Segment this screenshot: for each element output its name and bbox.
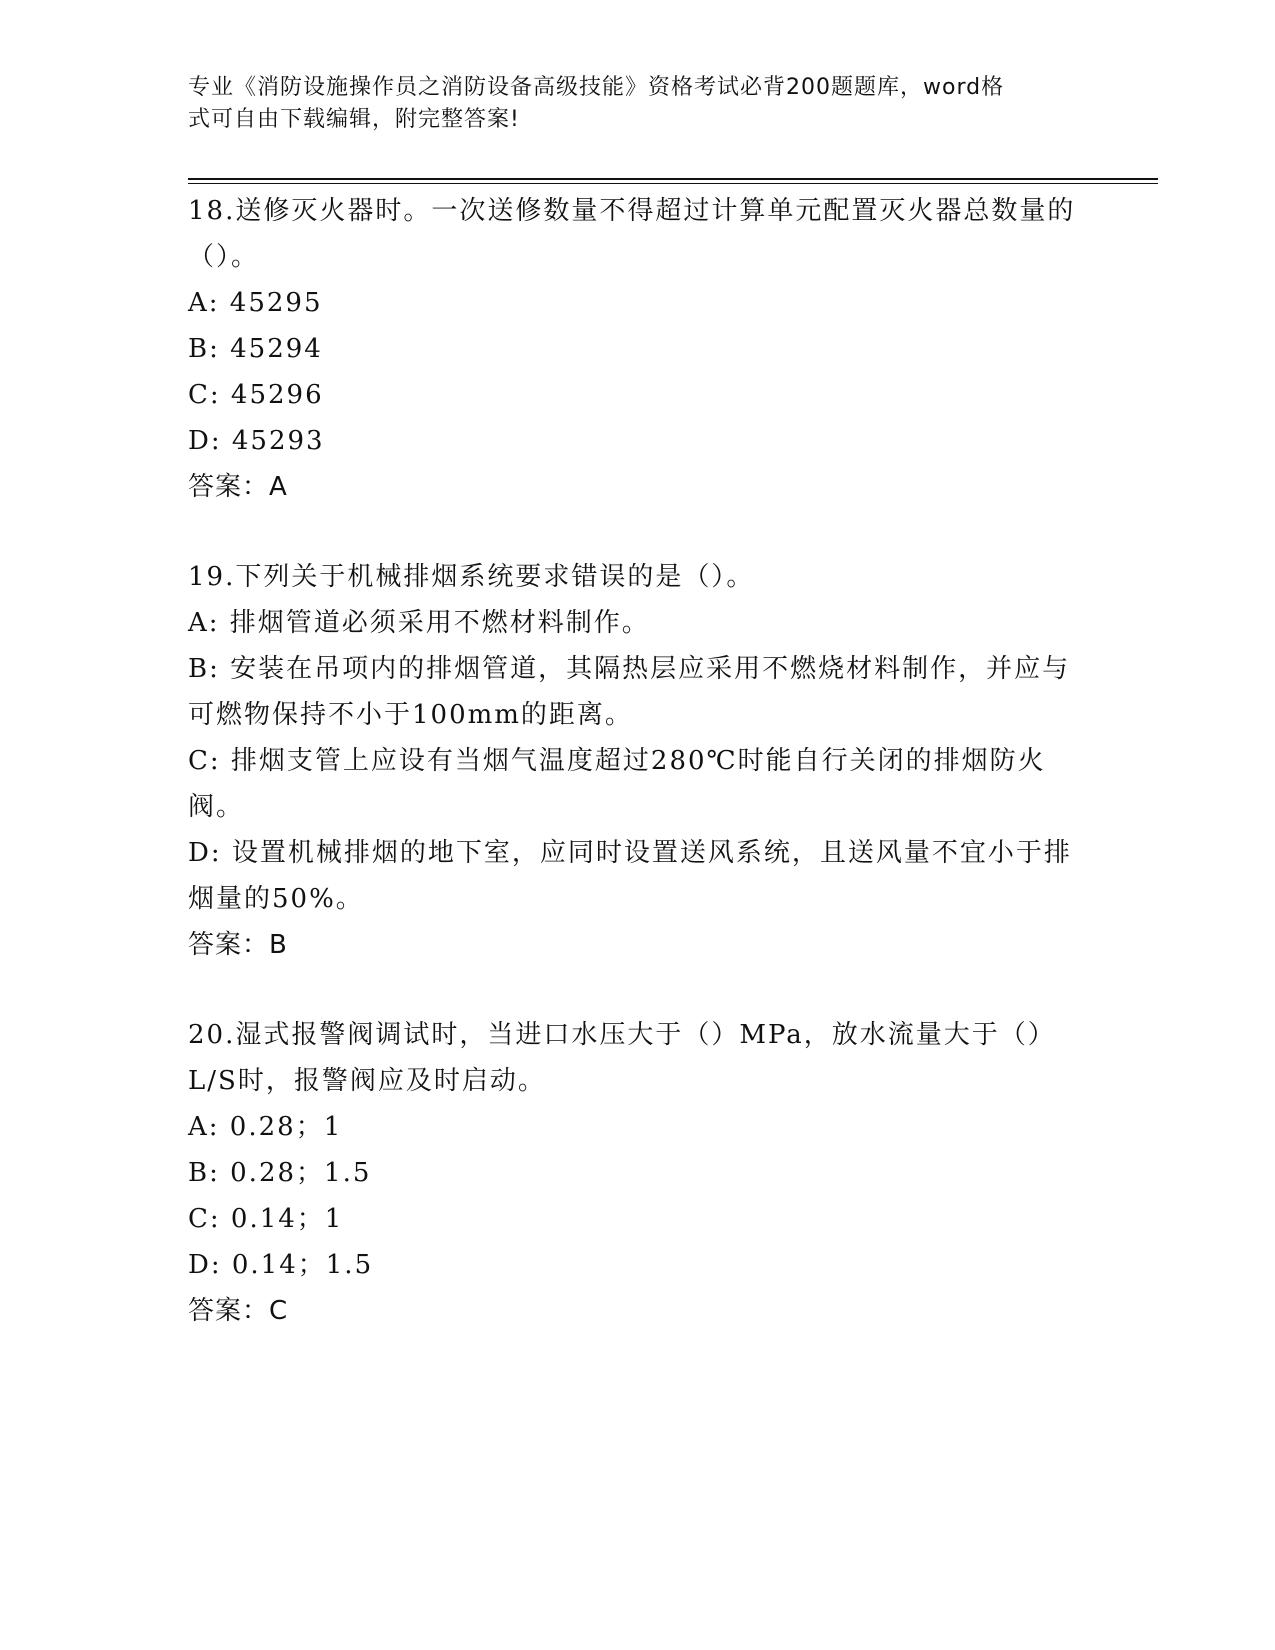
option-c: C: 0.14；1 xyxy=(188,1204,344,1234)
option-a: A: 0.28；1 xyxy=(188,1112,343,1142)
option-a: A: 45295 xyxy=(188,288,323,318)
answer-label: 答案：A xyxy=(188,472,288,502)
option-d: D: 设置机械排烟的地下室，应同时设置送风系统，且送风量不宜小于排烟量的50%。 xyxy=(188,838,1072,914)
option-b: B: 安装在吊项内的排烟管道，其隔热层应采用不燃烧材料制作，并应与可燃物保持不小于100mm的距离。 xyxy=(188,654,1071,730)
question-stem: 20.湿式报警阀调试时，当进口水压大于（）MPa，放水流量大于（）L/S时，报警阀应及时启动。 xyxy=(188,1020,1056,1096)
answer-label: 答案：C xyxy=(188,1296,289,1326)
question-stem: 18.送修灭火器时。一次送修数量不得超过计算单元配置灭火器总数量的（）。 xyxy=(188,196,1076,272)
document-header xyxy=(188,72,1088,136)
option-d: D: 45293 xyxy=(188,426,325,456)
header-line-2: 式可自由下载编辑，附完整答案! xyxy=(188,107,520,132)
option-b: B: 45294 xyxy=(188,334,323,364)
header-divider-thin xyxy=(188,183,1158,184)
question-20 xyxy=(188,1012,1088,1334)
option-d: D: 0.14；1.5 xyxy=(188,1250,374,1280)
question-18 xyxy=(188,188,1088,510)
option-a: A: 排烟管道必须采用不燃材料制作。 xyxy=(188,608,650,638)
answer-label: 答案：B xyxy=(188,930,288,960)
option-c: C: 排烟支管上应设有当烟气温度超过280℃时能自行关闭的排烟防火阀。 xyxy=(188,746,1046,822)
question-list xyxy=(188,188,1088,1378)
header-divider-thick xyxy=(188,178,1158,180)
question-19 xyxy=(188,554,1088,968)
option-b: B: 0.28；1.5 xyxy=(188,1158,372,1188)
header-line-1: 专业《消防设施操作员之消防设备高级技能》资格考试必背200题题库，word格 xyxy=(188,75,1005,100)
option-c: C: 45296 xyxy=(188,380,324,410)
question-stem: 19.下列关于机械排烟系统要求错误的是（）。 xyxy=(188,562,755,592)
